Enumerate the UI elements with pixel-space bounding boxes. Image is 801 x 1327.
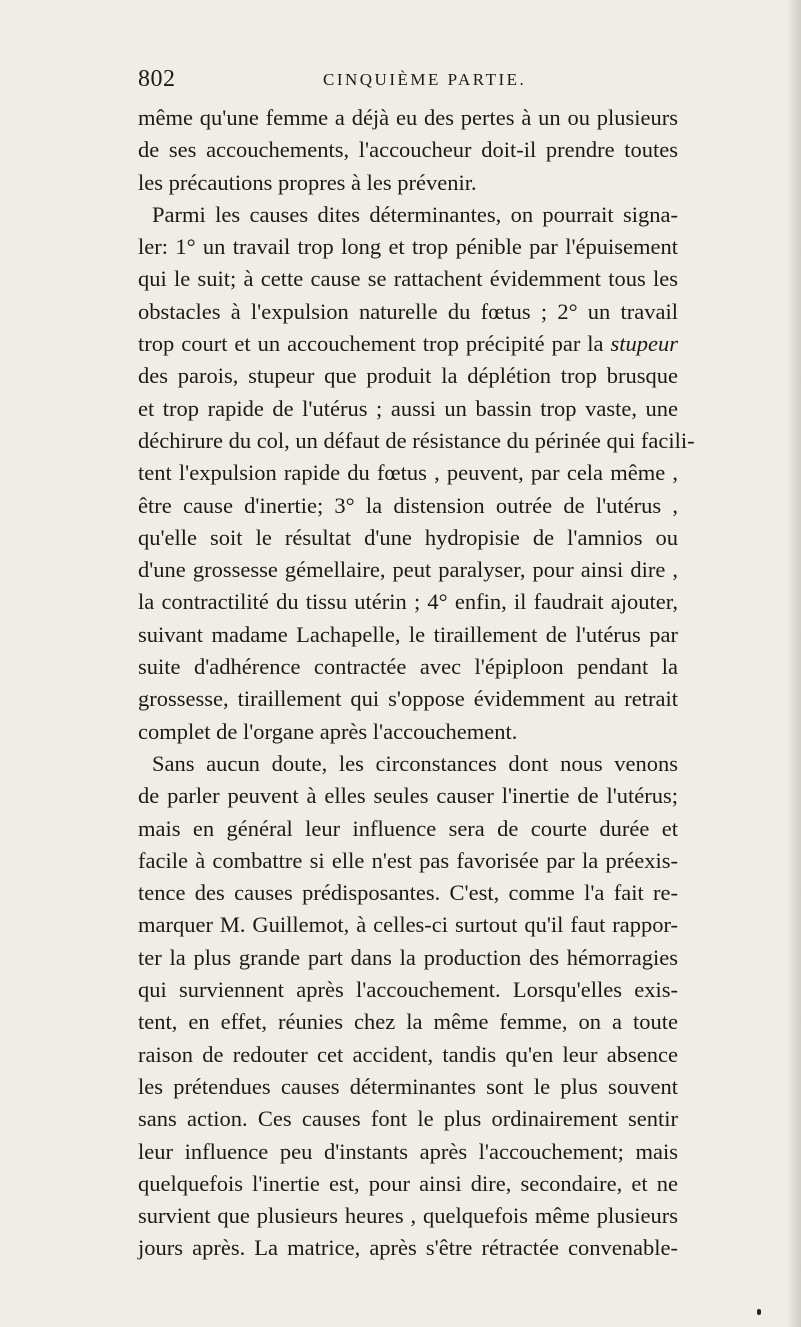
text-line: des parois, stupeur que produit la déplétion trop brusque	[138, 363, 678, 389]
text-line: ler: 1° un travail trop long et trop pénible par l'épuisement	[138, 234, 678, 260]
text-line: suite d'adhérence contractée avec l'épiploon pendant la	[138, 654, 678, 680]
text-line: déchirure du col, un défaut de résistance du périnée qui facili-	[138, 427, 695, 453]
text-line: qu'elle soit le résultat d'une hydropisie de l'amnios ou	[138, 524, 678, 550]
text-line: la contractilité du tissu utérin ; 4° enfin, il faudrait ajouter,	[138, 589, 678, 615]
running-head: CINQUIÈME PARTIE.	[323, 70, 527, 89]
text-line: ter la plus grande part dans la production des hémorragies	[138, 944, 678, 970]
text-line: les précautions propres à les prévenir.	[138, 169, 477, 195]
italic-term: stupeur	[610, 331, 678, 357]
text-line: complet de l'organe après l'accouchement.	[138, 718, 518, 744]
text-line: être cause d'inertie; 3° la distension outrée de l'utérus ,	[138, 492, 678, 518]
text-line: survient que plusieurs heures , quelquefois même plusieurs	[138, 1203, 678, 1229]
page-number: 802	[138, 66, 176, 92]
text-line: tent, en effet, réunies chez la même femme, on a toute	[138, 1009, 678, 1035]
ink-speck	[757, 1309, 761, 1315]
text-line: sans action. Ces causes font le plus ordinairement sentir	[138, 1106, 678, 1132]
text-line: les prétendues causes déterminantes sont le plus souvent	[138, 1073, 678, 1099]
text-line: de ses accouchements, l'accoucheur doit-il prendre toutes	[138, 137, 678, 163]
page-edge-shadow	[787, 0, 801, 1327]
text-line: d'une grossesse gémellaire, peut paralyser, pour ainsi dire ,	[138, 557, 678, 583]
text-line: obstacles à l'expulsion naturelle du fœtus ; 2° un travail	[138, 298, 678, 324]
text-line: raison de redouter cet accident, tandis qu'en leur absence	[138, 1041, 678, 1067]
text-line: et trop rapide de l'utérus ; aussi un bassin trop vaste, une	[138, 395, 678, 421]
text-line: qui le suit; à cette cause se rattachent évidemment tous les	[138, 266, 678, 292]
text-line	[138, 328, 678, 360]
text-line: de parler peuvent à elles seules causer l'inertie de l'utérus;	[138, 783, 678, 809]
text-line: mais en général leur influence sera de courte durée et	[138, 815, 678, 841]
text-line: tent l'expulsion rapide du fœtus , peuvent, par cela même ,	[138, 460, 678, 486]
text-line-segment: trop court et un accouchement trop précipité par la	[138, 331, 611, 357]
text-line: suivant madame Lachapelle, le tiraillement de l'utérus par	[138, 621, 678, 647]
text-line: quelquefois l'inertie est, pour ainsi dire, secondaire, et ne	[138, 1170, 678, 1196]
text-line: tence des causes prédisposantes. C'est, comme l'a fait re-	[138, 880, 678, 906]
text-line: qui surviennent après l'accouchement. Lorsqu'elles exis-	[138, 977, 678, 1003]
page-header	[138, 66, 678, 96]
text-line: Sans aucun doute, les circonstances dont nous venons	[152, 750, 678, 776]
body-text	[138, 102, 695, 1265]
text-line: grossesse, tiraillement qui s'oppose évidemment au retrait	[138, 686, 678, 712]
text-line: leur influence peu d'instants après l'accouchement; mais	[138, 1138, 678, 1164]
text-line: facile à combattre si elle n'est pas favorisée par la préexis-	[138, 847, 678, 873]
text-line: Parmi les causes dites déterminantes, on pourrait signa-	[152, 201, 678, 227]
text-line: même qu'une femme a déjà eu des pertes à un ou plusieurs	[138, 105, 678, 130]
text-line: jours après. La matrice, après s'être rétractée convenable-	[138, 1235, 678, 1261]
text-line: marquer M. Guillemot, à celles-ci surtout qu'il faut rappor-	[138, 912, 678, 938]
